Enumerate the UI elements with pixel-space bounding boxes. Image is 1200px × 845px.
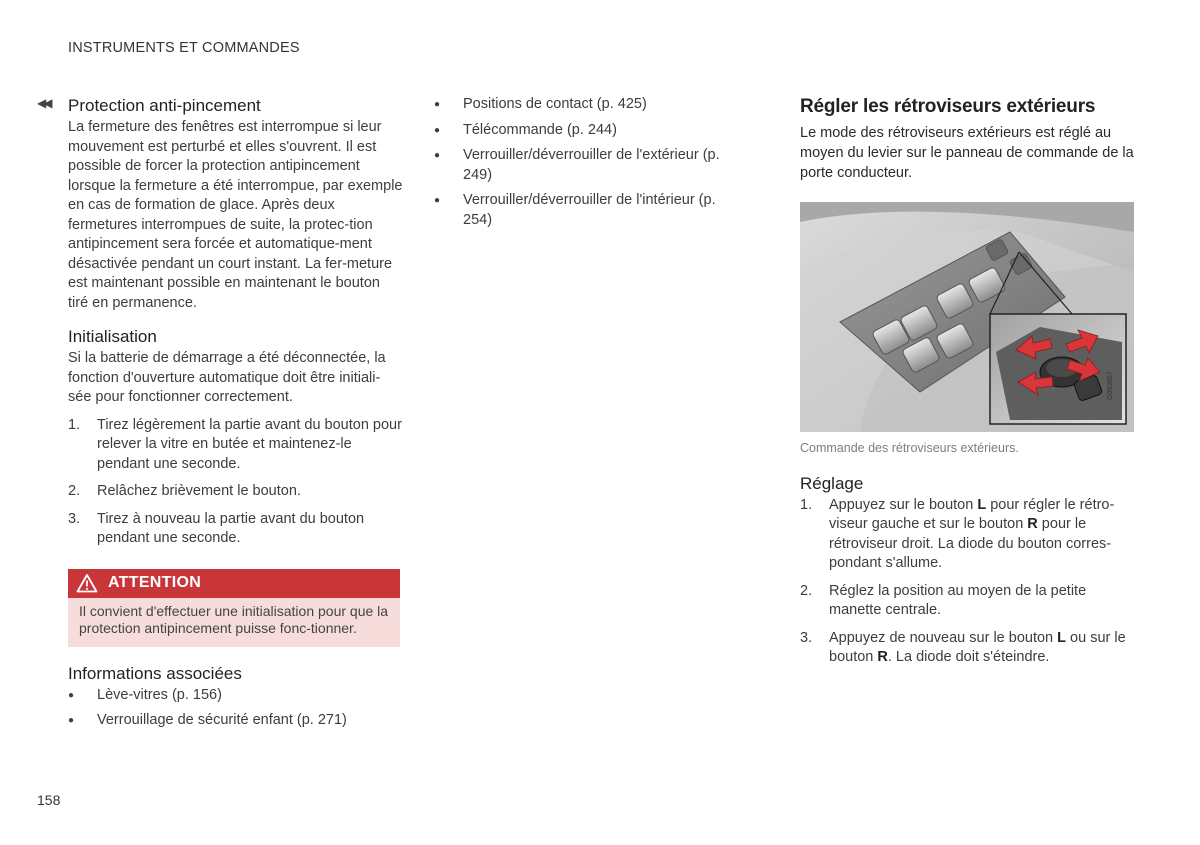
list-item[interactable] [68, 711, 403, 731]
related-link[interactable]: Télécommande (p. 244) [463, 121, 617, 138]
warning-text: Il convient d'effectuer une initialisation pour que la protection antipincement puisse fonc-tionner. [79, 602, 389, 636]
step-number: 3. [800, 629, 813, 646]
list-item [800, 582, 1135, 621]
initialisation-paragraph: Si la batterie de démarrage a été déconnectée, la fonction d'ouverture automatique doit être initiali-sée pour fonctionner correctement. [68, 350, 386, 405]
step-number: 2. [800, 582, 813, 599]
adjust-heading: Réglage [800, 473, 864, 493]
button-r-label: R [877, 649, 888, 665]
step-number: 1. [68, 416, 81, 433]
related-heading: Informations associées [68, 663, 242, 683]
list-item[interactable] [434, 121, 734, 141]
mirrors-intro: Le mode des rétroviseurs extérieurs est réglé au moyen du levier sur le panneau de commande de la porte conducteur. [800, 125, 1134, 181]
bullet: ● [434, 124, 441, 136]
list-item[interactable] [68, 686, 403, 706]
related-link[interactable]: Positions de contact (p. 425) [463, 96, 647, 112]
page-number: 158 [37, 792, 61, 808]
left-column [68, 95, 403, 737]
step-text: Appuyez sur le bouton L pour régler le rétro-viseur gauche et sur le bouton R pour le rétroviseur droit. La diode du bouton corres-pondant s'allume. [829, 496, 1115, 571]
right-column [800, 95, 1135, 676]
list-item[interactable] [434, 191, 734, 230]
related-link[interactable]: Verrouiller/déverrouiller de l'intérieur (p. 254) [463, 192, 716, 228]
adjust-section [800, 473, 1135, 668]
initialisation-heading: Initialisation [68, 327, 157, 346]
button-r-label: R [1027, 516, 1038, 532]
initialisation-steps [68, 416, 403, 549]
step-text: Tirez légèrement la partie avant du bouton pour relever la vitre en butée et maintenez-le pendant une seconde. [97, 416, 402, 472]
step-text: Tirez à nouveau la partie avant du bouton pendant une seconde. [97, 510, 365, 546]
step-number: 3. [68, 510, 81, 527]
related-list-continued [434, 95, 734, 230]
mirrors-heading: Régler les rétroviseurs extérieurs [800, 96, 1096, 117]
protection-heading: Protection anti-pincement [68, 96, 261, 115]
warning-title: ATTENTION [108, 574, 202, 592]
list-item [800, 629, 1135, 668]
list-item[interactable] [434, 146, 734, 185]
initialisation-section [68, 326, 403, 549]
list-item [800, 496, 1135, 574]
warning-header [68, 569, 400, 598]
step-text: Appuyez de nouveau sur le bouton L ou sur le bouton R. La diode doit s'éteindre. [829, 629, 1126, 665]
button-l-label: L [1057, 629, 1067, 646]
bullet: ● [68, 689, 75, 701]
adjust-steps [800, 496, 1135, 668]
warning-box [68, 569, 400, 647]
list-item [68, 510, 403, 549]
double-chevron-left-icon[interactable]: ◀◀ [37, 96, 50, 110]
list-item[interactable] [434, 95, 734, 115]
bullet: ● [434, 99, 441, 110]
bullet: ● [68, 715, 75, 726]
button-l-label: L [977, 496, 987, 513]
protection-paragraph: La fermeture des fenêtres est interrompue si leur mouvement est perturbé et elles s'ouvrent. Il est possible de forcer la protection antipincement lorsque la fermeture a été interrompue, par exemple en cas de formation de glace. Après deux fermetures interrompues de suite, la protec-tion antipincement sera forcée et automatique-ment désactivée pendant un court instant. La fer-meture est maintenant possible en maintenant le bouton tiré en permanence. [68, 119, 403, 311]
step-text: Relâchez brièvement le bouton. [97, 483, 301, 499]
bullet: ● [434, 195, 441, 206]
bullet: ● [434, 150, 441, 161]
figure-caption: Commande des rétroviseurs extérieurs. [800, 441, 1019, 455]
related-link[interactable]: Verrouiller/déverrouiller de l'extérieur (p. 249) [463, 147, 720, 183]
list-item [68, 416, 403, 475]
related-link[interactable]: Lève-vitres (p. 156) [97, 686, 222, 703]
step-text: Réglez la position au moyen de la petite manette centrale. [829, 582, 1087, 618]
mirror-control-illustration [800, 202, 1134, 432]
warning-triangle-icon [74, 572, 100, 594]
list-item [68, 482, 403, 502]
related-section [68, 663, 403, 731]
step-number: 2. [68, 483, 81, 499]
figure-code: G053657 [1107, 371, 1114, 400]
related-list [68, 686, 403, 731]
related-link[interactable]: Verrouillage de sécurité enfant (p. 271) [97, 712, 347, 728]
step-number: 1. [800, 496, 813, 513]
middle-column [434, 95, 734, 236]
section-header: INSTRUMENTS ET COMMANDES [68, 40, 300, 56]
